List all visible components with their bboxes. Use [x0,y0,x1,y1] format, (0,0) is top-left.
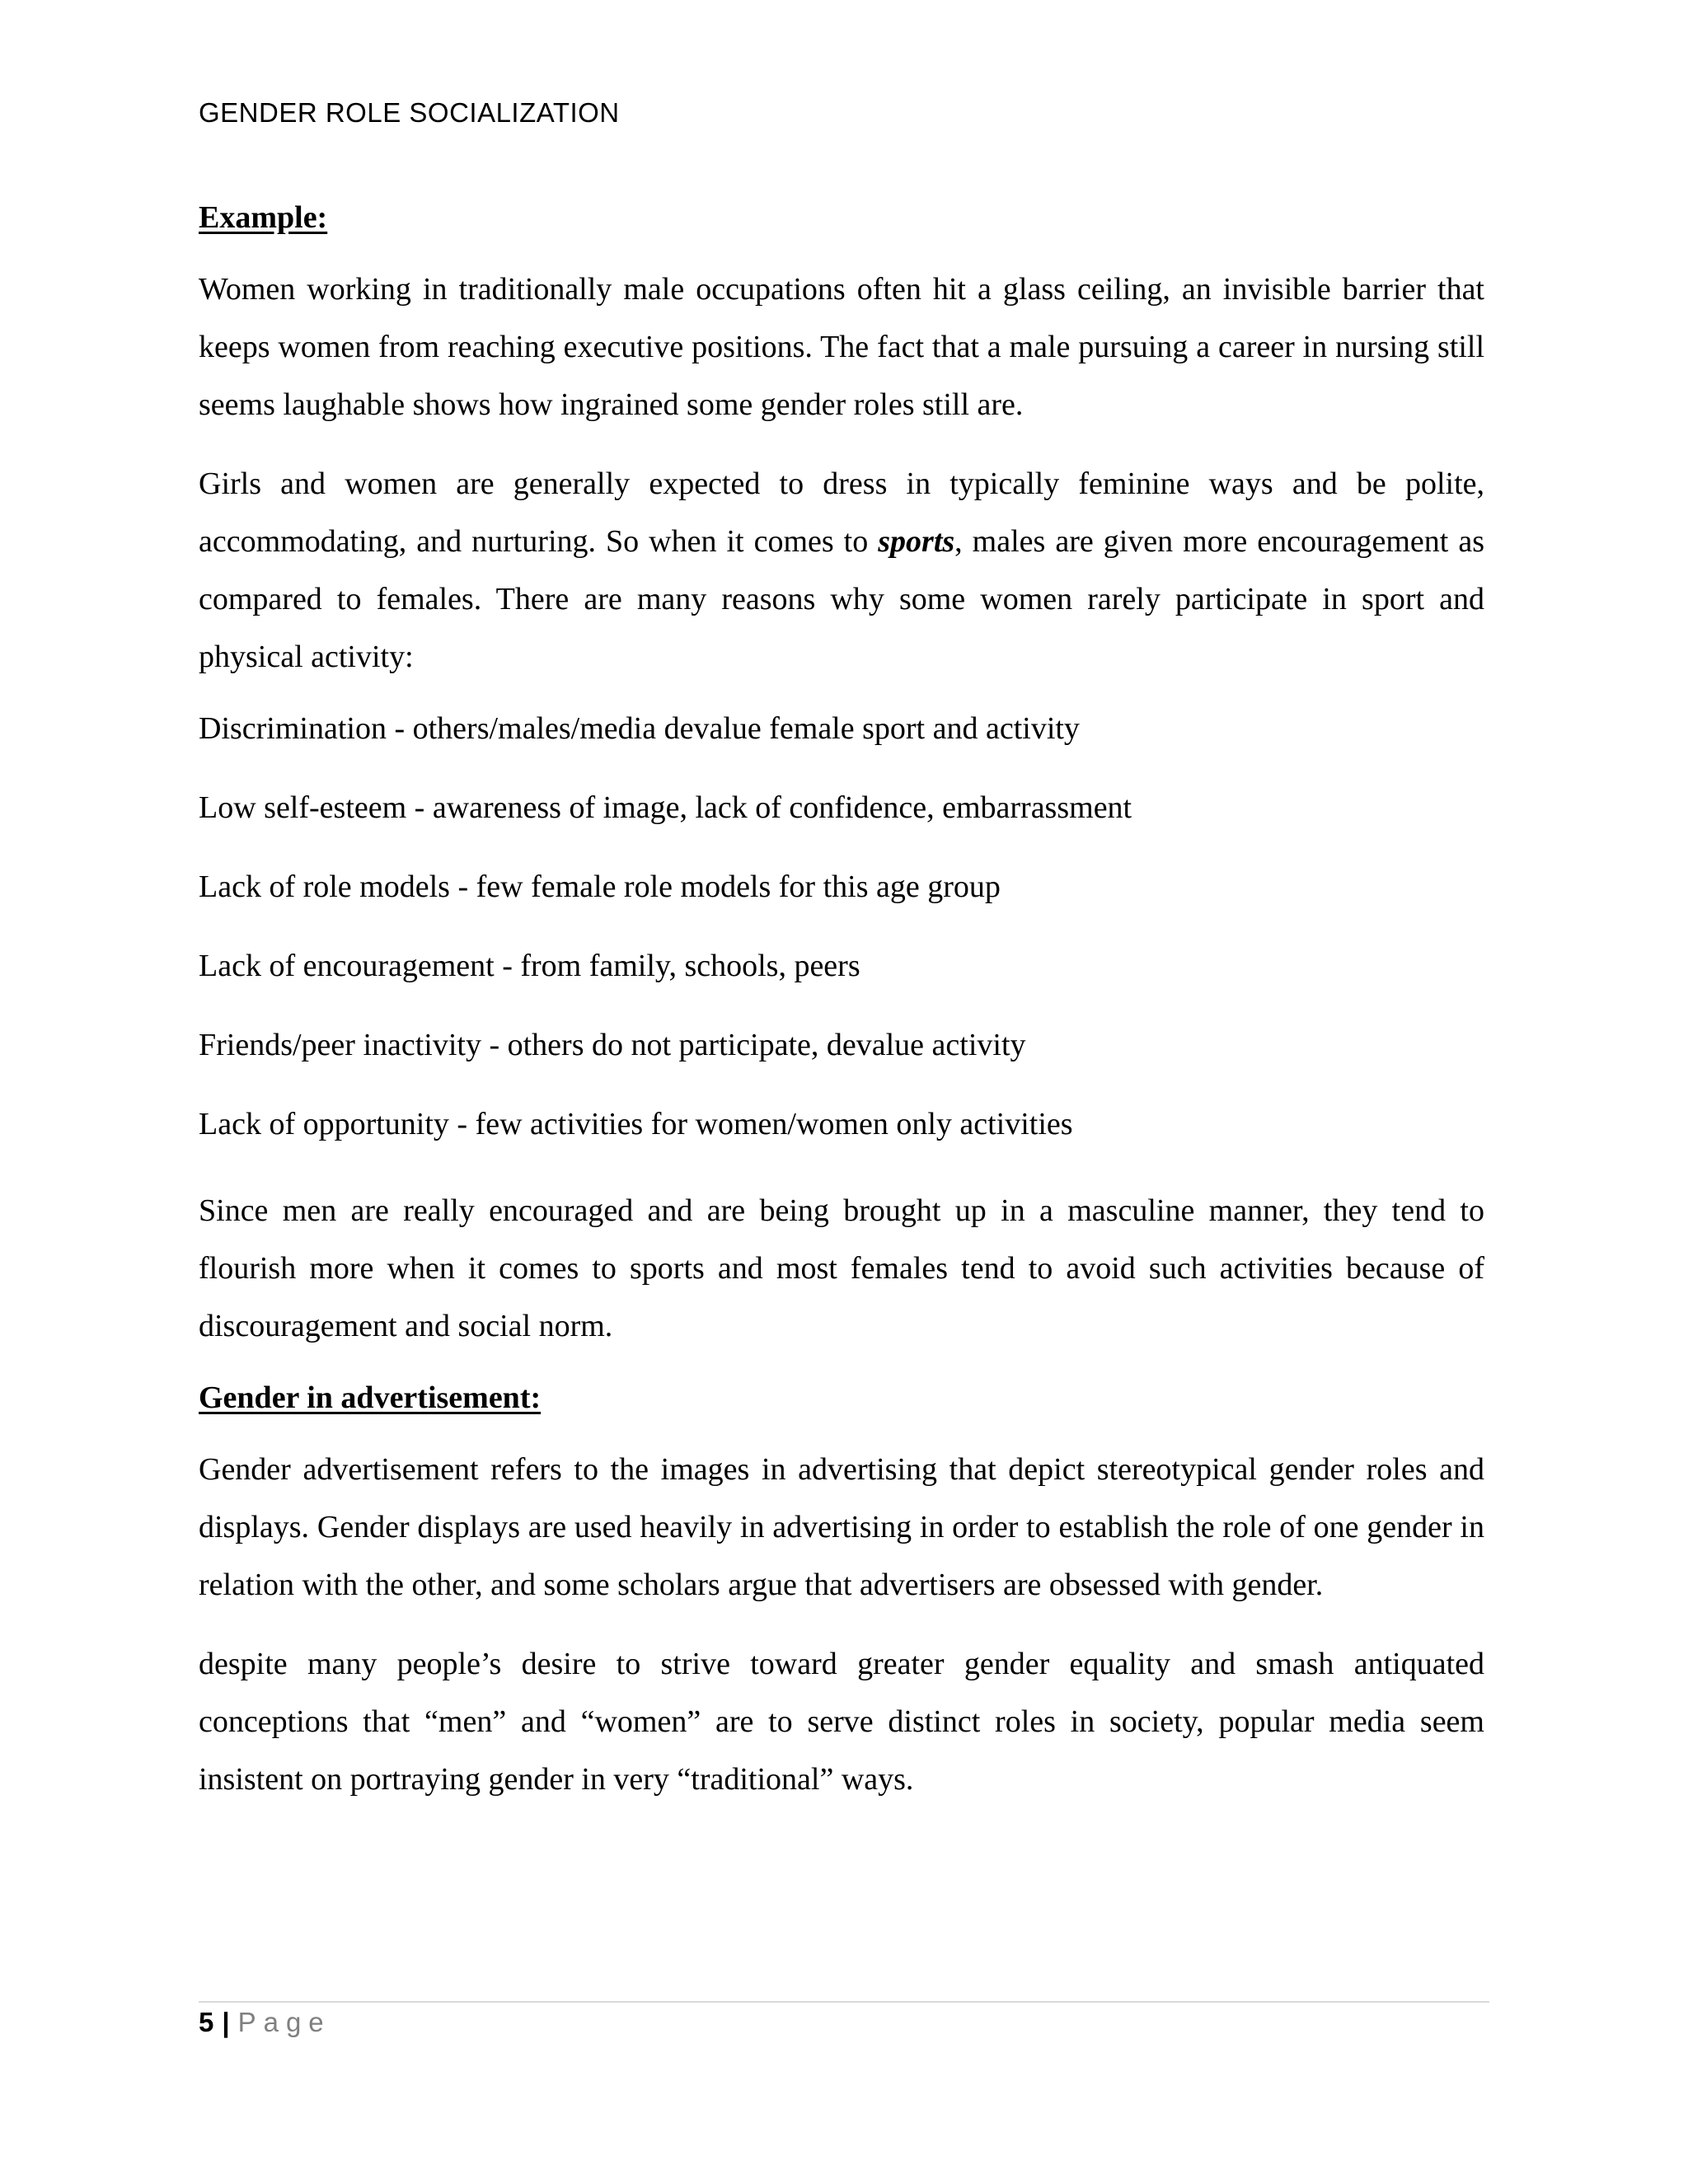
advertisement-paragraph-2: despite many people’s desire to strive toward greater gender equality and smash antiquated conceptions that “men” and “women” are to serve distinct roles in society, popular media seem insistent on portraying gender in very “traditional” ways. [199,1647,1484,1797]
running-header: GENDER ROLE SOCIALIZATION [199,97,620,128]
example-paragraph-3: Since men are really encouraged and are being brought up in a masculine manner, they tend to flourish more when it comes to sports and most females tend to avoid such activities because of discouragement and social norm. [199,1193,1484,1343]
example-paragraph-1: Women working in traditionally male occupations often hit a glass ceiling, an invisible barrier that keeps women from reaching executive positions. The fact that a male pursuing a career in nursing still seems laughable shows how ingrained some gender roles still are. [199,272,1484,422]
list-item: Lack of encouragement - from family, schools, peers [199,949,860,983]
page-label: Page [237,2007,331,2037]
list-item: Low self-esteem - awareness of image, lack of confidence, embarrassment [199,790,1132,825]
advertisement-paragraph-1: Gender advertisement refers to the images in advertising that depict stereotypical gender roles and displays. Gender displays are used heavily in advertising in order to establish the role of one gender in relation with the other, and some scholars argue that advertisers are obsessed with gender. [199,1452,1484,1602]
advertisement-heading: Gender in advertisement: [199,1380,542,1415]
list-item: Lack of role models - few female role models for this age group [199,869,1001,904]
paragraph-2-text-after: , males are given more encouragement as compared to females. There are many reasons why some women rarely participate in sport and physical activity: [199,524,1484,674]
example-heading: Example: [199,200,328,235]
list-item: Friends/peer inactivity - others do not participate, devalue activity [199,1028,1026,1062]
sports-emphasis: sports [878,524,955,559]
page-number: 5 [199,2007,214,2037]
footer-divider [199,2001,1489,2003]
list-item: Lack of opportunity - few activities for women/women only activities [199,1107,1073,1141]
footer-separator: | [222,2007,230,2037]
paragraph-2-text-before: Girls and women are generally expected to dress in typically feminine ways and be polite, accommodating, and nurturing. So when it comes to [199,466,1484,559]
page-footer [199,2004,331,2041]
reasons-list [199,707,1484,1146]
list-item: Discrimination - others/males/media devalue female sport and activity [199,711,1080,746]
example-paragraph-2 [199,455,1484,686]
document-body [199,196,1484,1830]
